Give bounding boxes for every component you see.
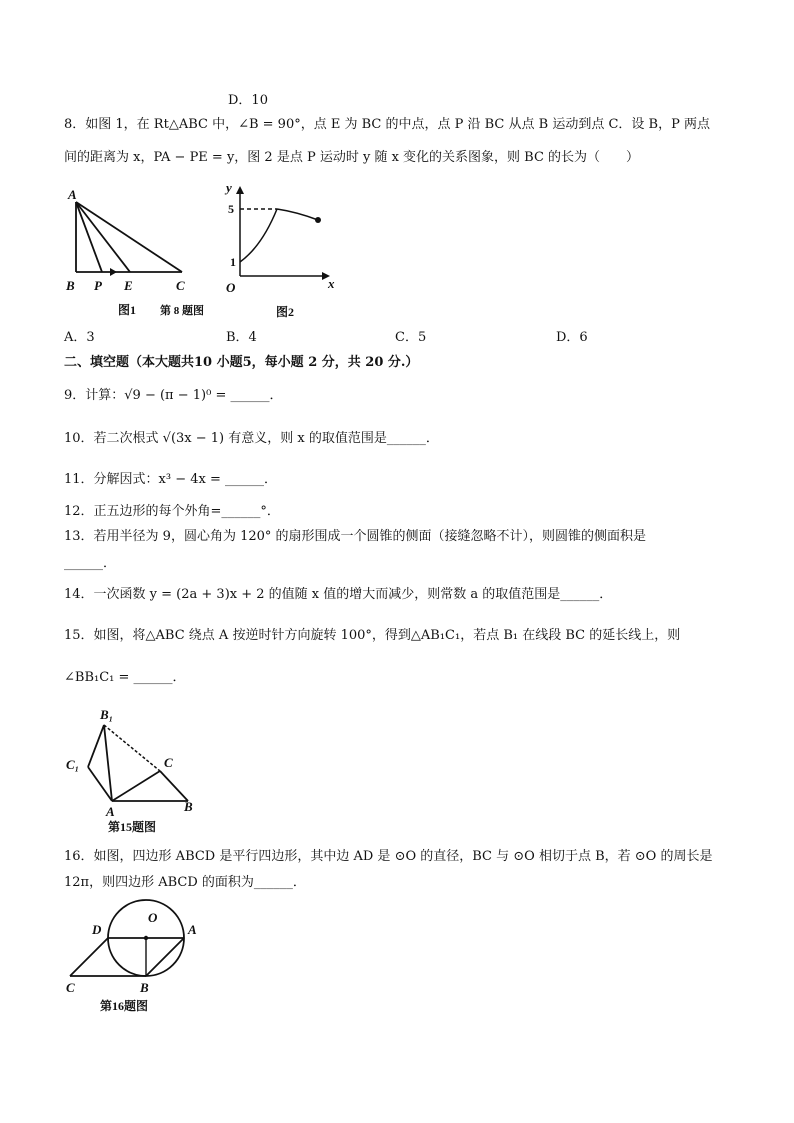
q15-text-line1: 15．如图，将△ABC 绕点 A 按逆时针方向旋转 100°，得到△AB₁C₁，若点 B₁ 在线段 BC 的延长线上，则 xyxy=(64,628,681,643)
q16-fig-side-dc xyxy=(70,938,108,976)
q16-fig-label-a: A xyxy=(188,922,197,937)
q7-option-d: D．10 xyxy=(228,93,268,108)
q11-text: 11．分解因式：x³ − 4x = ______． xyxy=(64,472,278,487)
q15-fig-label-c: C xyxy=(164,755,173,770)
q8-fig1-segment-ae xyxy=(76,202,130,272)
q15-fig-label-a: A xyxy=(106,804,115,819)
q8-figure2 xyxy=(222,180,347,320)
q15-fig-side-b1c1 xyxy=(88,725,104,767)
q8-fig2-curve-fall xyxy=(277,209,318,220)
q8-option-b: B．4 xyxy=(226,330,257,345)
q8-text-line1: 8．如图 1，在 Rt△ABC 中，∠B = 90°，点 E 为 BC 的中点，点 P 沿 BC 从点 B 运动到点 C．设 B，P 两点 xyxy=(64,117,710,132)
q12-text: 12．正五边形的每个外角=______°． xyxy=(64,504,280,519)
q16-text-line1: 16．如图，四边形 ABCD 是平行四边形，其中边 AD 是 ⊙O 的直径，BC 与 ⊙O 相切于点 B，若 ⊙O 的周长是 xyxy=(64,849,713,864)
q16-fig-label-b: B xyxy=(140,980,149,995)
q15-fig-side-ac xyxy=(112,771,160,801)
q16-fig-label-o: O xyxy=(148,910,158,925)
q8-fig2-label-one: 1 xyxy=(230,255,236,269)
q8-fig2-end-point xyxy=(315,217,321,223)
q15-fig-extension-dotted xyxy=(104,725,160,771)
q8-fig-title: 第 8 题图 xyxy=(160,305,204,317)
q15-fig-label-b: B xyxy=(184,799,193,814)
q8-fig1-side-ac xyxy=(76,202,182,272)
q13-text-line2: ______． xyxy=(64,556,117,571)
q8-fig1-label-e: E xyxy=(124,278,133,293)
q16-figure xyxy=(60,894,210,1018)
q15-figure xyxy=(60,703,210,837)
q8-fig2-label-five: 5 xyxy=(228,202,234,216)
q8-fig1-arrow xyxy=(110,268,117,276)
q8-option-c: C．5 xyxy=(395,330,427,345)
q8-fig1-segment-ap xyxy=(76,202,102,272)
q8-figure1 xyxy=(60,186,210,320)
q9-text: 9．计算：√9 − (π − 1)⁰ = ______． xyxy=(64,388,283,403)
q8-fig1-label-c: C xyxy=(176,278,185,293)
q8-fig2-label-y: y xyxy=(226,180,232,195)
q15-fig-caption: 第15题图 xyxy=(108,820,157,834)
q16-fig-center-point xyxy=(144,936,148,940)
q8-fig2-y-arrow xyxy=(236,186,244,194)
q13-text-line1: 13．若用半径为 9，圆心角为 120° 的扇形围成一个圆锥的侧面（接缝忽略不计），则圆锥的侧面积是 xyxy=(64,529,647,544)
q8-fig2-label-origin: O xyxy=(226,280,236,295)
q8-option-a: A．3 xyxy=(64,330,95,345)
q15-fig-label-b1: B₁ xyxy=(100,707,114,722)
q16-text-line2: 12π，则四边形 ABCD 的面积为______． xyxy=(64,875,306,890)
q10-text: 10．若二次根式 √(3x − 1) 有意义，则 x 的取值范围是______． xyxy=(64,431,439,446)
q8-fig2-curve-rise xyxy=(240,209,277,262)
q8-fig2-label-x: x xyxy=(328,276,335,291)
q15-fig-side-cb xyxy=(160,771,188,801)
q16-fig-label-c: C xyxy=(66,980,75,995)
q14-text: 14．一次函数 y = (2a + 3)x + 2 的值随 x 值的增大而减少，则常数 a 的取值范围是______． xyxy=(64,587,613,602)
q8-text-line2: 间的距离为 x，PA − PE = y，图 2 是点 P 运动时 y 随 x 变化的关系图象，则 BC 的长为（ ） xyxy=(64,150,640,165)
q16-fig-label-d: D xyxy=(92,922,102,937)
q15-fig-side-ab1 xyxy=(104,725,112,801)
q8-fig1-label-b: B xyxy=(66,278,75,293)
section2-title: 二、填空题（本大题共10 小题5，每小题 2 分，共 20 分.） xyxy=(64,355,419,370)
q8-fig1-label-p: P xyxy=(94,278,102,293)
q8-fig2-caption: 图2 xyxy=(276,305,295,319)
q16-fig-caption: 第16题图 xyxy=(100,999,149,1013)
q8-fig1-caption: 图1 xyxy=(118,303,137,317)
q8-fig1-label-a: A xyxy=(68,187,77,202)
q15-text-line2: ∠BB₁C₁ = ______． xyxy=(64,670,186,685)
q8-option-d: D．6 xyxy=(556,330,588,345)
q15-fig-label-c1: C₁ xyxy=(66,757,80,772)
